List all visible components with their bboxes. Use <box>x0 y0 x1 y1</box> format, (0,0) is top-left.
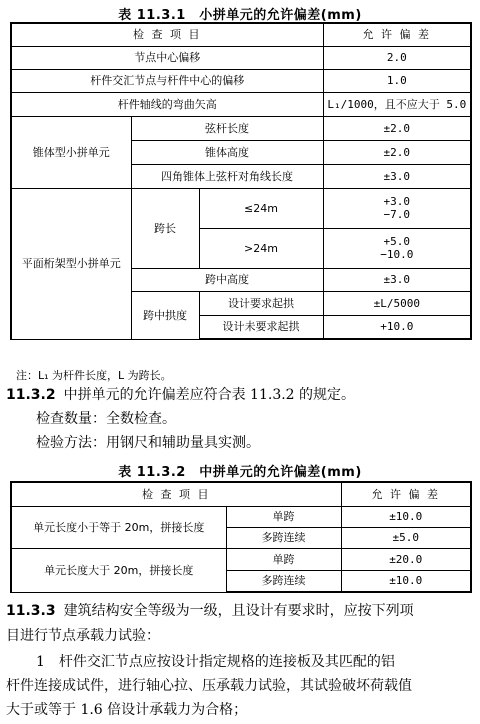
camber-label: 跨中拱度 <box>131 291 199 339</box>
span-condition: ≤24m <box>199 188 323 228</box>
row-item: 弦杆长度 <box>131 116 323 140</box>
tolerance-lower: −7.0 <box>383 208 411 221</box>
list-item-1-line-1: 1 杆件交汇节点应按设计指定规格的连接板及其匹配的铝 <box>36 654 395 670</box>
table-11-3-1-caption: 表 11.3.1 小拼单元的允许偏差(mm) <box>118 8 362 23</box>
row-tolerance: 1.0 <box>323 69 471 92</box>
row-tolerance: +10.0 <box>323 315 471 339</box>
header-item: 检 查 项 目 <box>11 482 341 506</box>
table-11-3-1 <box>10 22 472 340</box>
table-row <box>11 46 471 69</box>
row-tolerance: 2.0 <box>323 46 471 69</box>
row-condition: 多跨连续 <box>226 527 341 548</box>
section-text: 中拼单元的允许偏差应符合表 11.3.2 的规定。 <box>63 387 356 403</box>
group-label-cone: 锥体型小拼单元 <box>11 116 131 188</box>
row-condition: 单跨 <box>226 506 341 527</box>
section-text-line: 目进行节点承载力试验： <box>6 628 160 644</box>
tolerance-upper: +3.0 <box>383 195 411 208</box>
table-note: 注：L₁ 为杆件长度，L 为跨长。 <box>16 369 172 382</box>
table-header-row <box>11 23 471 46</box>
section-11-3-3 <box>6 602 414 620</box>
span-condition: >24m <box>199 228 323 268</box>
table-11-3-2-caption: 表 11.3.2 中拼单元的允许偏差(mm) <box>118 465 362 480</box>
list-item-1-line-3: 大于或等于 1.6 倍设计承载力为合格； <box>6 702 248 718</box>
table-header-row <box>11 482 471 506</box>
group-label: 单元长度大于 20m，拼接长度 <box>11 548 226 592</box>
table-row <box>11 188 471 228</box>
span-label: 跨长 <box>131 188 199 268</box>
section-number: 11.3.2 <box>6 387 56 403</box>
header-tolerance: 允 许 偏 差 <box>323 23 471 46</box>
section-11-3-2 <box>6 386 355 404</box>
row-item: 四角锥体上弦杆对角线长度 <box>131 164 323 188</box>
table-row <box>11 69 471 92</box>
check-quantity: 检查数量：全数检查。 <box>36 411 176 427</box>
table-row <box>11 116 471 140</box>
row-item: 锥体高度 <box>131 140 323 164</box>
row-tolerance: ±2.0 <box>323 140 471 164</box>
row-item: 节点中心偏移 <box>11 46 323 69</box>
row-tolerance: L₁/1000，且不应大于 5.0 <box>323 92 471 116</box>
row-tolerance: ±2.0 <box>323 116 471 140</box>
table-row <box>11 506 471 527</box>
row-tolerance: ±20.0 <box>341 548 471 570</box>
row-condition: 单跨 <box>226 548 341 570</box>
section-text: 建筑结构安全等级为一级，且设计有要求时，应按下列项 <box>63 603 414 619</box>
row-tolerance: ±10.0 <box>341 506 471 527</box>
row-tolerance <box>323 228 471 268</box>
list-item-1-line-2: 杆件连接成试件，进行轴心拉、压承载力试验，其试验破坏荷载值 <box>6 678 412 694</box>
header-item: 检 查 项 目 <box>11 23 323 46</box>
row-tolerance: ±10.0 <box>341 570 471 592</box>
row-item: 跨中高度 <box>131 268 323 291</box>
group-label: 单元长度小于等于 20m，拼接长度 <box>11 506 226 548</box>
row-item: 杆件轴线的弯曲矢高 <box>11 92 323 116</box>
row-tolerance <box>323 188 471 228</box>
tolerance-upper: +5.0 <box>383 235 411 248</box>
table-row <box>11 548 471 570</box>
row-tolerance: ±3.0 <box>323 164 471 188</box>
check-method: 检验方法：用钢尺和辅助量具实测。 <box>36 435 260 451</box>
row-condition: 多跨连续 <box>226 570 341 592</box>
table-11-3-2 <box>10 481 472 593</box>
tolerance-lower: −10.0 <box>380 248 414 261</box>
table-row <box>11 92 471 116</box>
camber-condition: 设计要求起拱 <box>199 291 323 315</box>
row-tolerance: ±3.0 <box>323 268 471 291</box>
camber-condition: 设计未要求起拱 <box>199 315 323 339</box>
section-number: 11.3.3 <box>6 603 56 619</box>
header-tolerance: 允 许 偏 差 <box>341 482 471 506</box>
row-item: 杆件交汇节点与杆件中心的偏移 <box>11 69 323 92</box>
group-label-truss: 平面桁架型小拼单元 <box>11 188 131 339</box>
row-tolerance: ±L/5000 <box>323 291 471 315</box>
row-tolerance: ±5.0 <box>341 527 471 548</box>
